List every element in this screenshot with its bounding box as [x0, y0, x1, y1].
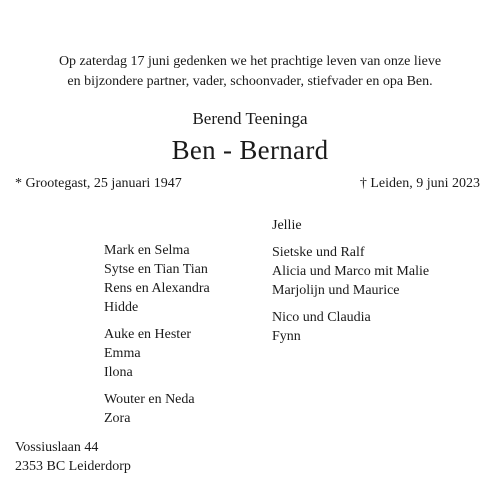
family-member: Jellie	[272, 218, 302, 233]
family-member: Zora	[104, 411, 131, 426]
death-info: † Leiden, 9 juni 2023	[359, 176, 480, 191]
family-group	[272, 216, 429, 235]
family-member: Hidde	[104, 300, 139, 315]
family-group	[104, 390, 210, 428]
family-member: Ilona	[104, 365, 133, 380]
family-member: Mark en Selma	[104, 243, 190, 258]
family-member: Sietske und Ralf	[272, 245, 365, 260]
family-group	[104, 325, 210, 382]
family-member: Alicia und Marco mit Malie	[272, 264, 430, 279]
family-member: Marjolijn und Maurice	[272, 283, 400, 298]
family-member: Auke en Hester	[104, 327, 192, 342]
family-member: Wouter en Neda	[104, 392, 195, 407]
family-group	[104, 241, 210, 317]
birth-info: * Grootegast, 25 januari 1947	[15, 176, 182, 191]
family-member: Rens en Alexandra	[104, 281, 210, 296]
intro-line-1: Op zaterdag 17 juni gedenken we het prachtige leven van onze lieve	[58, 54, 442, 69]
family-left	[104, 241, 210, 428]
family-right	[272, 216, 429, 346]
full-name: Berend Teeninga	[192, 109, 308, 128]
called-name: Ben - Bernard	[171, 135, 329, 165]
address-city: 2353 BC Leiderdorp	[15, 459, 131, 474]
family-member: Nico und Claudia	[272, 310, 371, 325]
family-group	[272, 243, 429, 300]
family-member: Sytse en Tian Tian	[104, 262, 208, 277]
family-group	[272, 308, 429, 346]
intro-line-2: en bijzondere partner, vader, schoonvader, stiefvader en opa Ben.	[67, 74, 433, 89]
family-member: Emma	[104, 346, 141, 361]
address-street: Vossiuslaan 44	[15, 440, 99, 455]
family-member: Fynn	[272, 329, 301, 344]
